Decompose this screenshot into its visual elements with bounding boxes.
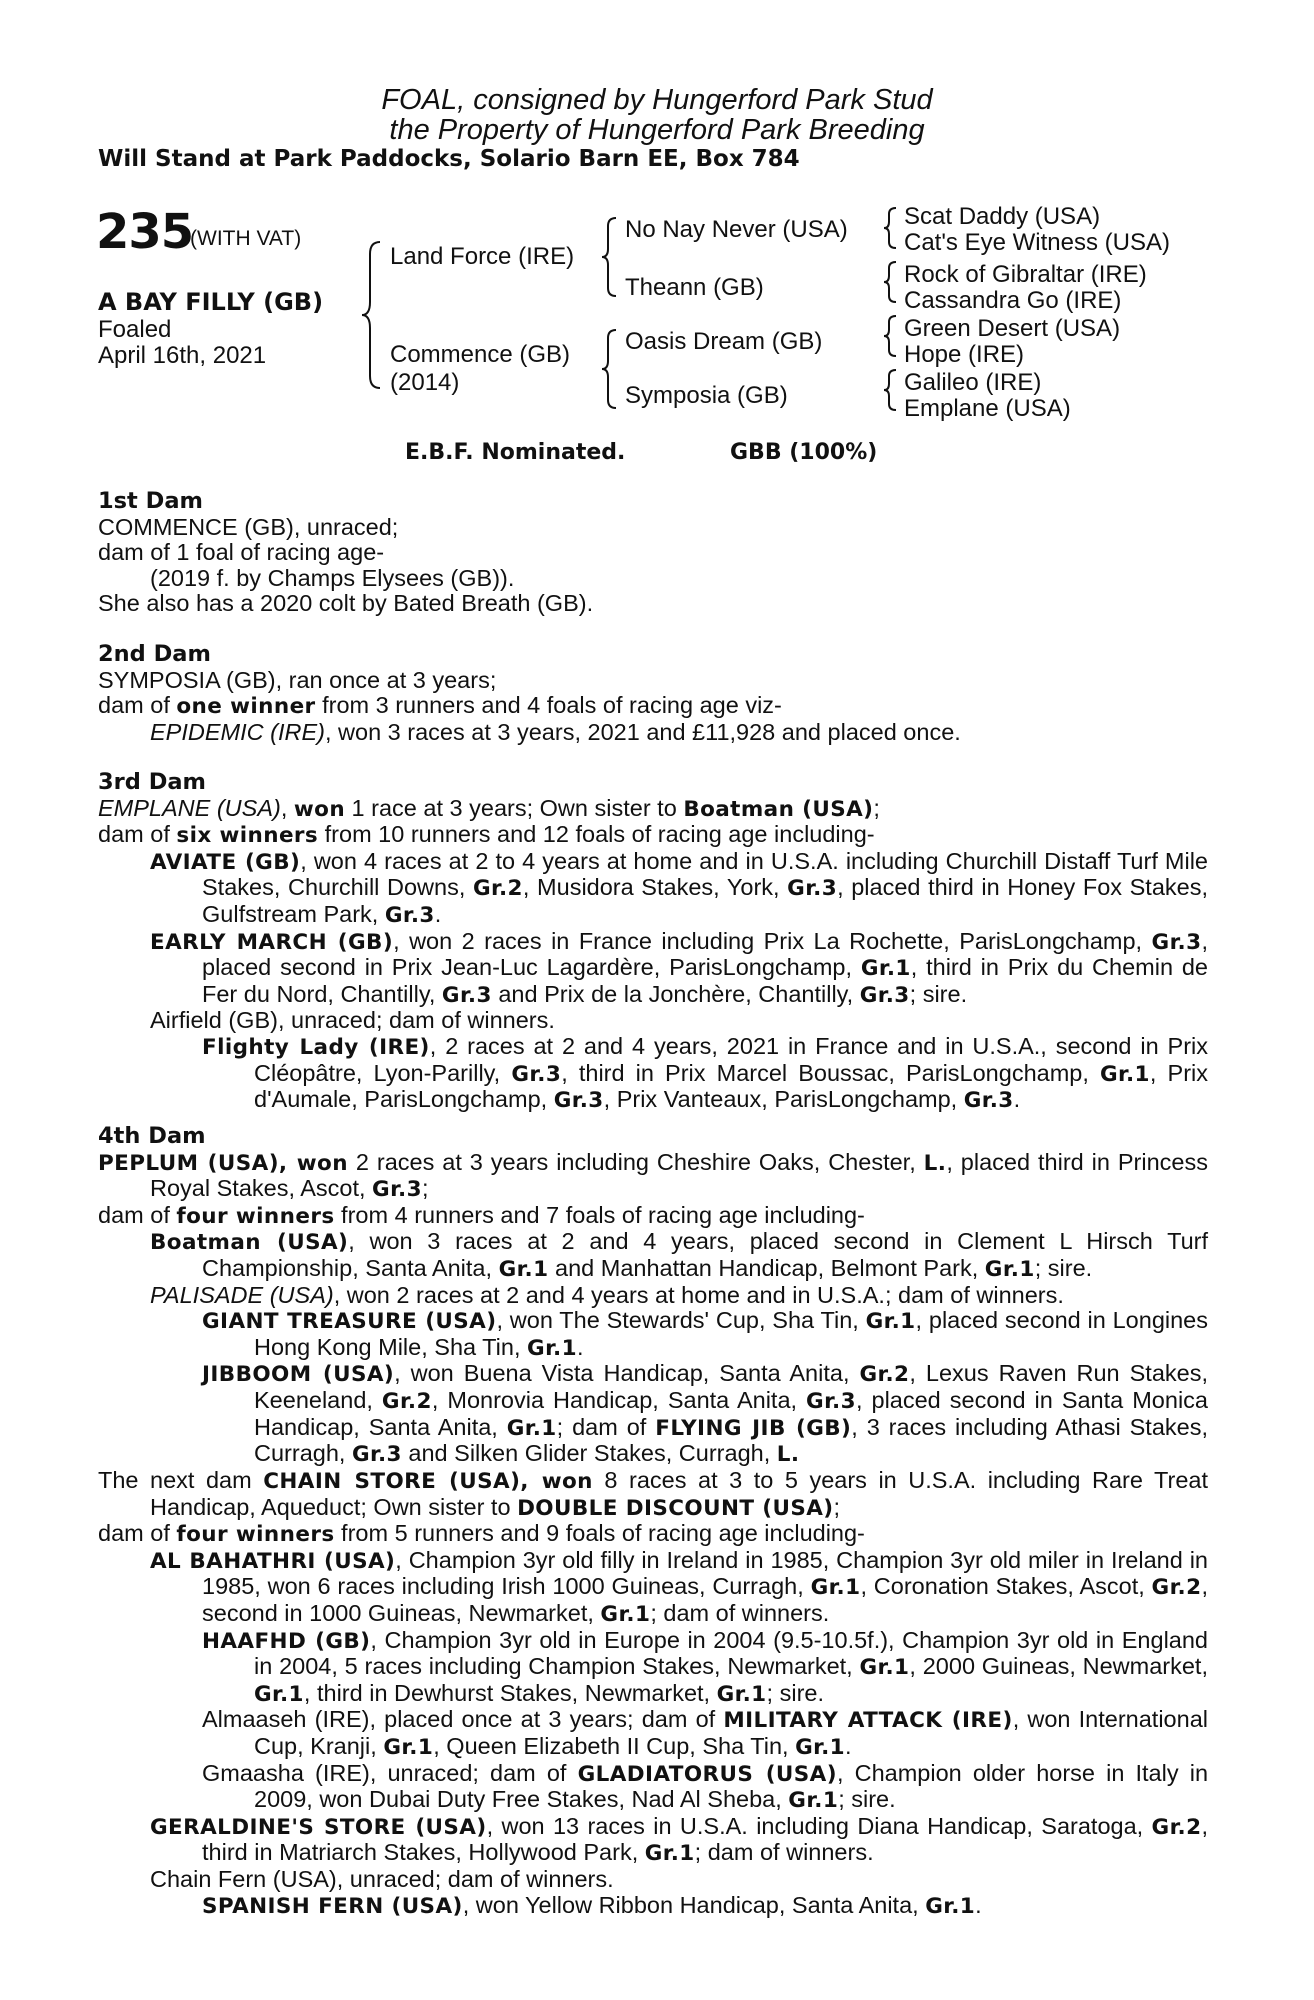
pedigree-brace-ggp4 <box>882 368 900 412</box>
progeny-entry: Boatman (USA), won 3 races at 2 and 4 years, placed second in Clement L Hirsch Turf Championship, Santa Anita, Gr.1 and Manhattan Handicap, Belmont Park, Gr.1; sire. <box>150 1228 1208 1282</box>
next-dam-section <box>98 1468 1208 1919</box>
foaled-date: April 16th, 2021 <box>98 342 267 369</box>
note-line: She also has a 2020 colt by Bated Breath (GB). <box>98 590 594 617</box>
pedigree-sire-dam: Theann (GB) <box>625 274 764 301</box>
lot-number: 235 <box>96 204 194 260</box>
pedigree-ggp-1: Scat Daddy (USA) <box>904 203 1101 230</box>
consignor-line: FOAL, consigned by Hungerford Park Stud <box>381 84 933 116</box>
pedigree-dam-year: (2014) <box>390 369 460 396</box>
section-heading: 3rd Dam <box>98 769 206 795</box>
pedigree-sire: Land Force (IRE) <box>390 243 575 270</box>
pedigree-dam-dam: Symposia (GB) <box>625 382 788 409</box>
pedigree-ggp-5: Green Desert (USA) <box>904 315 1121 342</box>
dam-line: dam of one winner from 3 runners and 4 foals of racing age viz- <box>98 692 782 720</box>
progeny-entry: PALISADE (USA), won 2 races at 2 and 4 years at home and in U.S.A.; dam of winners. <box>150 1281 1064 1308</box>
dam-line: The next dam CHAIN STORE (USA), won 8 races at 3 to 5 years in U.S.A. including Rare Treat Handicap, Aqueduct; Own sister to DOUBLE DISCOUNT (USA); <box>98 1467 1208 1521</box>
vat-note: (WITH VAT) <box>190 227 302 250</box>
foal-line: (2019 f. by Champs Elysees (GB)). <box>150 564 515 591</box>
progeny-entry: GIANT TREASURE (USA), won The Stewards' Cup, Sha Tin, Gr.1, placed second in Longines Hong Kong Mile, Sha Tin, Gr.1. <box>202 1307 1209 1361</box>
progeny-entry: JIBBOOM (USA), won Buena Vista Handicap, Santa Anita, Gr.2, Lexus Raven Run Stakes, Keeneland, Gr.2, Monrovia Handicap, Santa Anita, Gr.3, placed second in Santa Monica Handicap, Santa Anita, Gr.1; dam of FLYING JIB (GB), 3 races including Athasi Stakes, Curragh, Gr.3 and Silken Glider Stakes, Curragh, L. <box>202 1360 1209 1468</box>
progeny-entry: AVIATE (GB), won 4 races at 2 to 4 years at home and in U.S.A. including Churchill Distaff Turf Mile Stakes, Churchill Downs, Gr.2, Musidora Stakes, York, Gr.3, placed third in Honey Fox Stakes, Gulfstream Park, Gr.3. <box>150 847 1209 928</box>
pedigree-brace-dam <box>600 328 620 410</box>
third-dam-section <box>98 770 1208 1114</box>
progeny-entry: EARLY MARCH (GB), won 2 races in France including Prix La Rochette, ParisLongchamp, Gr.3, placed second in Prix Jean-Luc Lagardère, ParisLongchamp, Gr.1, third in Prix du Chemin de Fer du Nord, Chantilly, Gr.3 and Prix de la Jonchère, Chantilly, Gr.3; sire. <box>150 927 1208 1008</box>
section-heading: 4th Dam <box>98 1123 206 1149</box>
progeny-entry: GERALDINE'S STORE (USA), won 13 races in U.S.A. including Diana Handicap, Saratoga, Gr.2, third in Matriarch Stakes, Hollywood Park, Gr.1; dam of winners. <box>150 1812 1208 1867</box>
dam-line: dam of 1 foal of racing age- <box>98 539 385 566</box>
pedigree-brace-ggp2 <box>882 260 900 304</box>
progeny-entry: Gmaasha (IRE), unraced; dam of GLADIATORUS (USA), Champion older horse in Italy in 2009, won Dubai Duty Free Stakes, Nad Al Sheba, Gr.1; sire. <box>202 1759 1209 1814</box>
dam-line: COMMENCE (GB), unraced; <box>98 513 399 540</box>
section-heading: 1st Dam <box>98 488 203 514</box>
pedigree-brace-ggp1 <box>882 206 900 250</box>
property-line: the Property of Hungerford Park Breeding <box>389 114 925 146</box>
pedigree-brace-sire <box>600 216 620 298</box>
pedigree-dam-sire: Oasis Dream (GB) <box>625 328 823 355</box>
pedigree-ggp-4: Cassandra Go (IRE) <box>904 287 1122 314</box>
foaled-label: Foaled <box>98 316 172 343</box>
ebf-nominated: E.B.F. Nominated. <box>405 440 626 465</box>
pedigree-ggp-8: Emplane (USA) <box>904 395 1071 422</box>
progeny-line: EPIDEMIC (IRE), won 3 races at 3 years, 2021 and £11,928 and placed once. <box>150 718 961 745</box>
dam-line: dam of four winners from 4 runners and 7 foals of racing age including- <box>98 1201 865 1229</box>
progeny-entry: Flighty Lady (IRE), 2 races at 2 and 4 years, 2021 in France and in U.S.A., second in Prix Cléopâtre, Lyon-Parilly, Gr.3, third in Prix Marcel Boussac, ParisLongchamp, Gr.1, Prix d'Aumale, ParisLongchamp, Gr.3, Prix Vanteaux, ParisLongchamp, Gr.3. <box>202 1032 1209 1114</box>
dam-line: EMPLANE (USA), won 1 race at 3 years; Own sister to Boatman (USA); <box>98 794 880 822</box>
stand-location: Will Stand at Park Paddocks, Solario Barn EE, Box 784 <box>98 146 800 172</box>
section-heading: 2nd Dam <box>98 641 211 667</box>
fourth-dam-section <box>98 1124 1208 1468</box>
pedigree-sire-sire: No Nay Never (USA) <box>625 216 848 243</box>
dam-line: SYMPOSIA (GB), ran once at 3 years; <box>98 666 497 693</box>
pedigree-dam: Commence (GB) <box>390 341 571 368</box>
second-dam-section <box>98 642 1208 745</box>
progeny-entry: Chain Fern (USA), unraced; dam of winners. <box>150 1865 614 1892</box>
pedigree-ggp-3: Rock of Gibraltar (IRE) <box>904 261 1147 288</box>
lot-description: A BAY FILLY (GB) <box>98 288 324 316</box>
pedigree-ggp-7: Galileo (IRE) <box>904 369 1042 396</box>
progeny-entry: Airfield (GB), unraced; dam of winners. <box>150 1007 555 1034</box>
first-dam-section <box>98 489 1208 617</box>
pedigree-brace-ggp3 <box>882 314 900 358</box>
progeny-entry: SPANISH FERN (USA), won Yellow Ribbon Handicap, Santa Anita, Gr.1. <box>202 1891 982 1919</box>
progeny-entry: AL BAHATHRI (USA), Champion 3yr old filly in Ireland in 1985, Champion 3yr old miler in Ireland in 1985, won 6 races including Irish 1000 Guineas, Curragh, Gr.1, Coronation Stakes, Ascot, Gr.2, second in 1000 Guineas, Newmarket, Gr.1; dam of winners. <box>150 1546 1208 1627</box>
progeny-entry: HAAFHD (GB), Champion 3yr old in Europe in 2004 (9.5-10.5f.), Champion 3yr old in England in 2004, 5 races including Champion Stakes, Newmarket, Gr.1, 2000 Guineas, Newmarket, Gr.1, third in Dewhurst Stakes, Newmarket, Gr.1; sire. <box>202 1626 1209 1707</box>
progeny-entry: Almaaseh (IRE), placed once at 3 years; dam of MILITARY ATTACK (IRE), won International Cup, Kranji, Gr.1, Queen Elizabeth II Cup, Sha Tin, Gr.1. <box>202 1706 1208 1760</box>
gbb-rating: GBB (100%) <box>730 440 878 465</box>
pedigree-ggp-6: Hope (IRE) <box>904 341 1025 368</box>
pedigree-brace-main <box>360 240 384 390</box>
dam-line: dam of four winners from 5 runners and 9 foals of racing age including- <box>98 1520 865 1548</box>
pedigree-ggp-2: Cat's Eye Witness (USA) <box>904 229 1170 256</box>
dam-line: dam of six winners from 10 runners and 12 foals of racing age including- <box>98 821 875 849</box>
dam-line: PEPLUM (USA), won 2 races at 3 years including Cheshire Oaks, Chester, L., placed third in Princess Royal Stakes, Ascot, Gr.3; <box>98 1148 1208 1203</box>
